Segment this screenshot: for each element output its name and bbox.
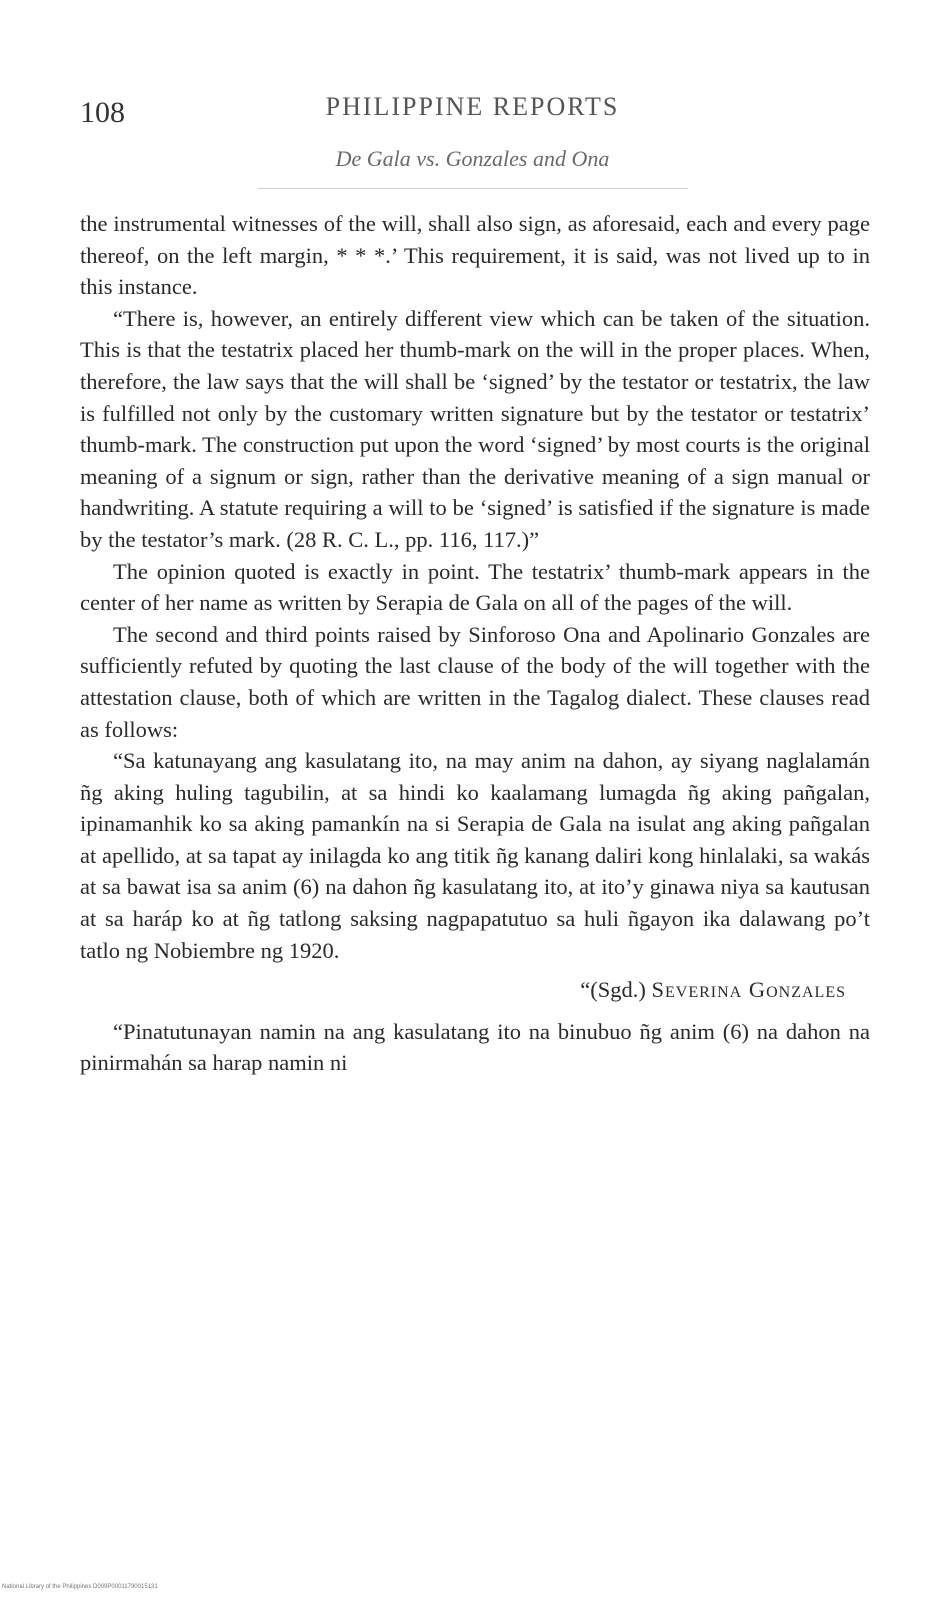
signature-line xyxy=(80,974,870,1006)
signature-name: Severina Gonzales xyxy=(651,977,846,1003)
paragraph-continuation: the instrumental witnesses of the will, shall also sign, as aforesaid, each and every page thereof, on the left margin, * * *.’ This requirement, it is said, was not lived up to in this instance. xyxy=(80,211,870,300)
footer-credit: National Library of the Philippines D009P00011790015131 xyxy=(2,1584,158,1590)
signature-prefix: “(Sgd.) xyxy=(580,977,646,1003)
paragraph-second-third-points: The second and third points raised by Sinforoso Ona and Apolinario Gonzales are sufficiently refuted by quoting the last clause of the body of the will together with the attestation clause, both of which are written in the Tagalog dialect. These clauses read as follows: xyxy=(80,621,870,742)
header-rule xyxy=(258,188,688,189)
page-number: 108 xyxy=(80,96,125,129)
paragraph-quoted-opinion: “There is, however, an entirely different view which can be taken of the situation. This is that the testatrix placed her thumb-mark on the will in the proper places. When, therefore, the law says that the will shall be ‘signed’ by the testator or testatrix, the law is fulfilled not only by the customary written signature but by the testator or testatrix’ thumb-mark. The construction put upon the word ‘signed’ by most courts is the original meaning of a signum or sign, rather than the derivative meaning of a sign manual or handwriting. A statute requiring a will to be ‘signed’ is satisfied if the signature is made by the testator’s mark. (28 R. C. L., pp. 116, 117.)” xyxy=(80,305,870,552)
paragraph-opinion-point: The opinion quoted is exactly in point. The testatrix’ thumb-mark appears in the center of her name as written by Serapia de Gala on all of the pages of the will. xyxy=(80,558,870,616)
body-text xyxy=(80,208,870,1079)
paragraph-tagalog-clause: “Sa katunayang ang kasulatang ito, na may anim na dahon, ay siyang naglalamán ñg aking huling tagubilin, at sa hindi ko kaalamang lumagda ñg aking pañgalan, ipinamanhik ko sa aking pamankín na si Serapia de Gala na isulat ang aking pañgalan at apellido, at sa tapat ay inilagda ko ang titik ñg kanang daliri kong hinlalaki, sa wakás at sa bawat isa sa anim (6) na dahon ñg kasulatang ito, at ito’y ginawa niya sa kautusan at sa haráp ko at ñg tatlong saksing nagpapatutuo sa huli ñgayon ika dalawang po’t tatlo ng Nobiembre ng 1920. xyxy=(80,748,870,963)
running-head: PHILIPPINE REPORTS xyxy=(325,92,620,121)
paragraph-attestation: “Pinatutunayan namin na ang kasulatang ito na binubuo ñg anim (6) na dahon na pinirmahán sa harap namin ni xyxy=(80,1018,870,1076)
case-title: De Gala vs. Gonzales and Ona xyxy=(335,146,610,171)
